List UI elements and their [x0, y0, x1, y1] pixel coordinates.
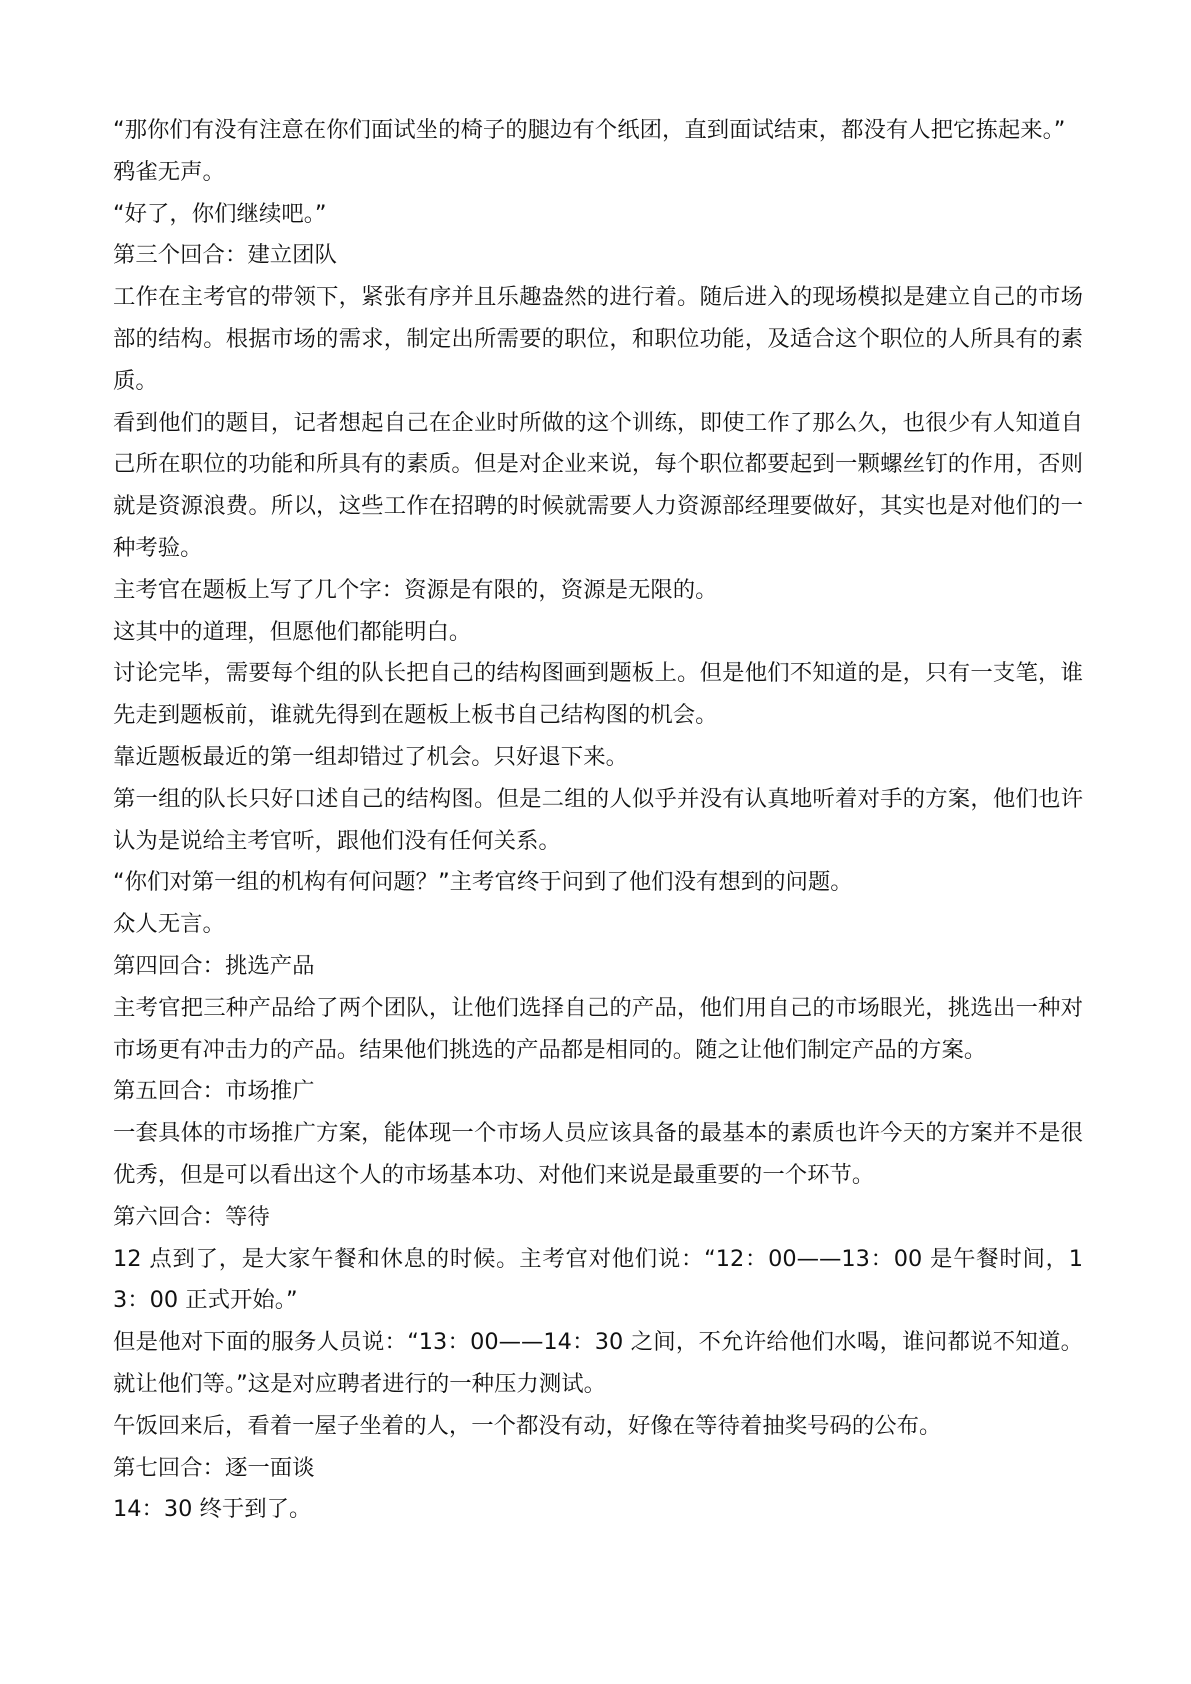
- paragraph: 但是他对下面的服务人员说：“13：00——14：30 之间，不允许给他们水喝，谁问都说不知道。就让他们等。”这是对应聘者进行的一种压力测试。: [113, 1329, 1083, 1397]
- paragraph: 14：30 终于到了。: [113, 1496, 312, 1523]
- paragraph: 午饭回来后，看着一屋子坐着的人，一个都没有动，好像在等待着抽奖号码的公布。: [113, 1412, 942, 1439]
- paragraph: 一套具体的市场推广方案，能体现一个市场人员应该具备的最基本的素质也许今天的方案并不是很优秀，但是可以看出这个人的市场基本功、对他们来说是最重要的一个环节。: [113, 1120, 1083, 1188]
- paragraph: “那你们有没有注意在你们面试坐的椅子的腿边有个纸团，直到面试结束，都没有人把它拣起来。”: [113, 117, 1066, 143]
- paragraph: 第一组的队长只好口述自己的结构图。但是二组的人似乎并没有认真地听着对手的方案，他们也许认为是说给主考官听，跟他们没有任何关系。: [113, 785, 1083, 854]
- paragraph: 众人无言。: [113, 911, 225, 938]
- document-page: [113, 110, 1083, 1531]
- paragraph: 靠近题板最近的第一组却错过了机会。只好退下来。: [113, 743, 628, 770]
- section-heading: 第四回合：挑选产品: [113, 952, 315, 979]
- paragraph: 主考官在题板上写了几个字：资源是有限的，资源是无限的。: [113, 576, 718, 603]
- paragraph: 12 点到了，是大家午餐和休息的时候。主考官对他们说：“12：00——13：00 是午餐时间，13：00 正式开始。”: [113, 1245, 1083, 1314]
- section-heading: 第六回合：等待: [113, 1203, 270, 1230]
- section-heading: 第七回合：逐一面谈: [113, 1454, 315, 1481]
- paragraph: 看到他们的题目，记者想起自己在企业时所做的这个训练，即使工作了那么久，也很少有人知道自己所在职位的功能和所具有的素质。但是对企业来说，每个职位都要起到一颗螺丝钉的作用，否则就是资源浪费。所以，这些工作在招聘的时候就需要人力资源部经理要做好，其实也是对他们的一种考验。: [113, 409, 1083, 561]
- paragraph: 工作在主考官的带领下，紧张有序并且乐趣盎然的进行着。随后进入的现场模拟是建立自己的市场部的结构。根据市场的需求，制定出所需要的职位，和职位功能，及适合这个职位的人所具有的素质。: [113, 284, 1083, 394]
- paragraph: 鸦雀无声。: [113, 158, 225, 185]
- section-heading: 第五回合：市场推广: [113, 1078, 315, 1105]
- paragraph: “你们对第一组的机构有何问题？”主考官终于问到了他们没有想到的问题。: [113, 869, 853, 896]
- section-heading: 第三个回合：建立团队: [113, 242, 337, 269]
- paragraph: 讨论完毕，需要每个组的队长把自己的结构图画到题板上。但是他们不知道的是，只有一支笔，谁先走到题板前，谁就先得到在题板上板书自己结构图的机会。: [113, 660, 1083, 729]
- paragraph: 主考官把三种产品给了两个团队，让他们选择自己的产品，他们用自己的市场眼光，挑选出一种对市场更有冲击力的产品。结果他们挑选的产品都是相同的。随之让他们制定产品的方案。: [113, 994, 1083, 1063]
- paragraph: “好了，你们继续吧。”: [113, 200, 327, 227]
- paragraph: 这其中的道理，但愿他们都能明白。: [113, 618, 472, 645]
